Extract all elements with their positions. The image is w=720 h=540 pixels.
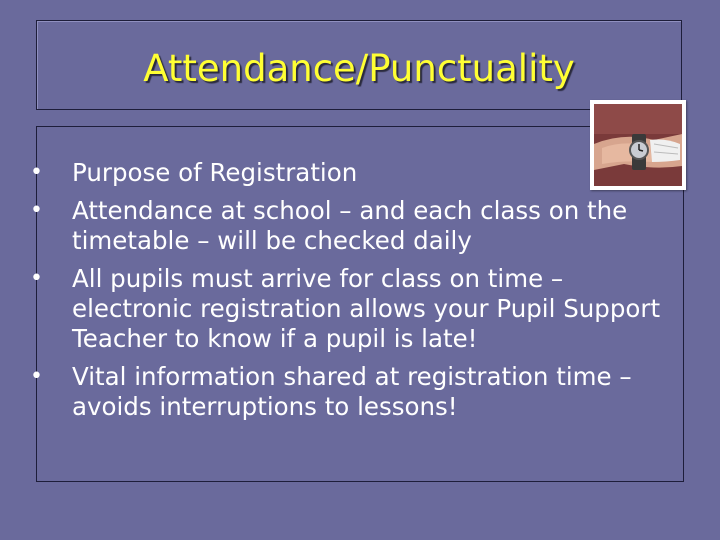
list-item (20, 362, 680, 422)
list-item (20, 196, 680, 256)
bullet-text: Attendance at school – and each class on the timetable – will be checked daily (72, 196, 628, 255)
bullet-text: Vital information shared at registration time –avoids interruptions to lessons! (72, 362, 632, 421)
wristwatch-icon (594, 104, 682, 186)
bullet-icon: • (30, 198, 43, 223)
bullet-icon: • (30, 364, 43, 389)
list-item (20, 158, 680, 188)
slide-title: Attendance/Punctuality (143, 47, 575, 90)
bullet-text: Purpose of Registration (72, 158, 358, 187)
bullet-text: All pupils must arrive for class on time – electronic registration allows your Pupil Support Teacher to know if a pupil is late! (72, 264, 661, 353)
bullet-icon: • (30, 266, 43, 291)
list-item (20, 264, 680, 354)
bullet-icon: • (30, 160, 43, 185)
bullet-list (20, 158, 680, 430)
wristwatch-photo (590, 100, 686, 190)
title-box (36, 20, 682, 110)
